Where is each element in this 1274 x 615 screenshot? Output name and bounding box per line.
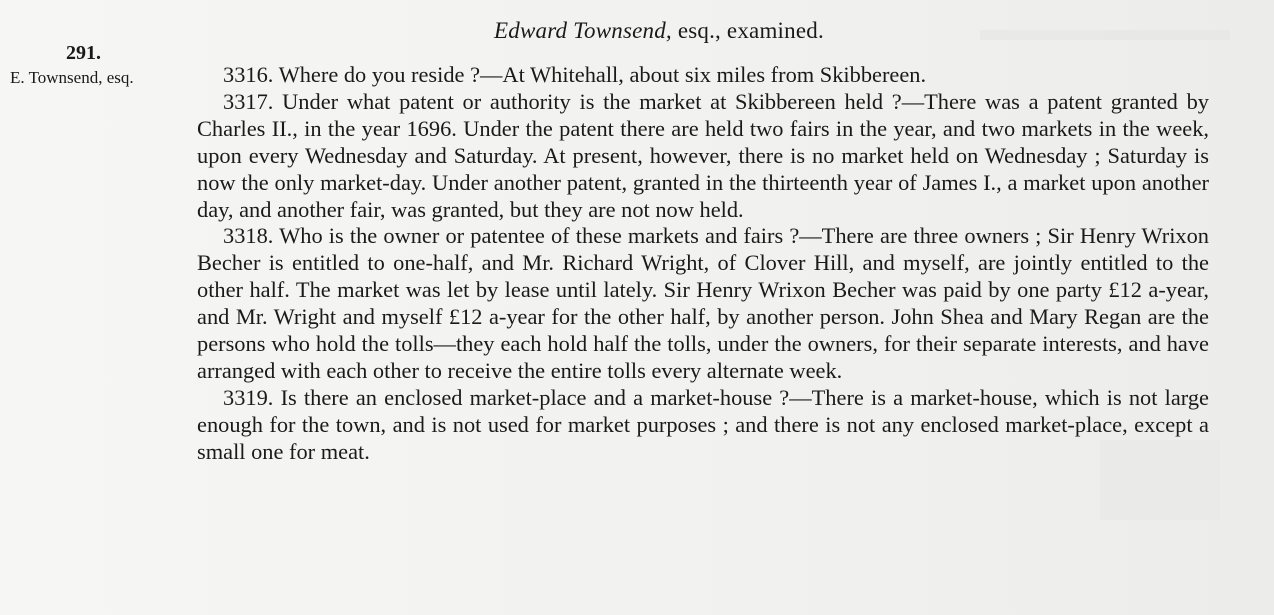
question-text: Is there an enclosed market-place and a market-house ?—There is a market-house, which is not large enough for the town, and is not used for market purposes ; and there is not any enclosed market-place, except a small one for meat. bbox=[197, 384, 1209, 464]
question-text: Under what patent or authority is the market at Skibbereen held ?—There was a patent granted by Charles II., in the year 1696. Under the patent there are held two fairs in the year, and two markets in the week, upon every Wednesday and Saturday. At present, however, there is no market held on Wednesday ; Saturday is now the only market-day. Under another patent, granted in the thirteenth year of James I., a market upon another day, and another fair, was granted, but they are not now held. bbox=[197, 88, 1209, 222]
page-number: 291. bbox=[66, 42, 101, 64]
question-paragraph bbox=[197, 89, 1209, 224]
testimony-body bbox=[197, 62, 1209, 466]
question-text: Who is the owner or patentee of these markets and fairs ?—There are three owners ; Sir Henry Wrixon Becher is entitled to one-half, and Mr. Richard Wright, of Clover Hill, and myself, are jointly entitled to the other half. The market was let by lease until lately. Sir Henry Wrixon Becher was paid by one party £12 a-year, and Mr. Wright and myself £12 a-year for the other half, by another person. John Shea and Mary Regan are the persons who hold the tolls—they each hold half the tolls, under the owners, for their separate interests, and have arranged with each other to receive the entire tolls every alternate week. bbox=[197, 223, 1210, 383]
question-paragraph bbox=[197, 223, 1209, 384]
question-paragraph bbox=[197, 385, 1209, 466]
question-number: 3318. bbox=[223, 223, 274, 249]
question-number: 3316. bbox=[223, 62, 274, 87]
witness-suffix: esq., examined. bbox=[677, 18, 824, 43]
question-paragraph bbox=[197, 62, 1209, 89]
question-number: 3317. bbox=[223, 88, 274, 114]
margin-note: E. Townsend, esq. bbox=[10, 68, 134, 87]
bleed-through-shadow bbox=[980, 30, 1230, 40]
page-heading bbox=[494, 18, 824, 44]
witness-name: Edward Townsend, bbox=[494, 18, 672, 43]
question-text: Where do you reside ?—At Whitehall, about six miles from Skibbereen. bbox=[278, 62, 927, 87]
question-number: 3319. bbox=[223, 384, 274, 410]
